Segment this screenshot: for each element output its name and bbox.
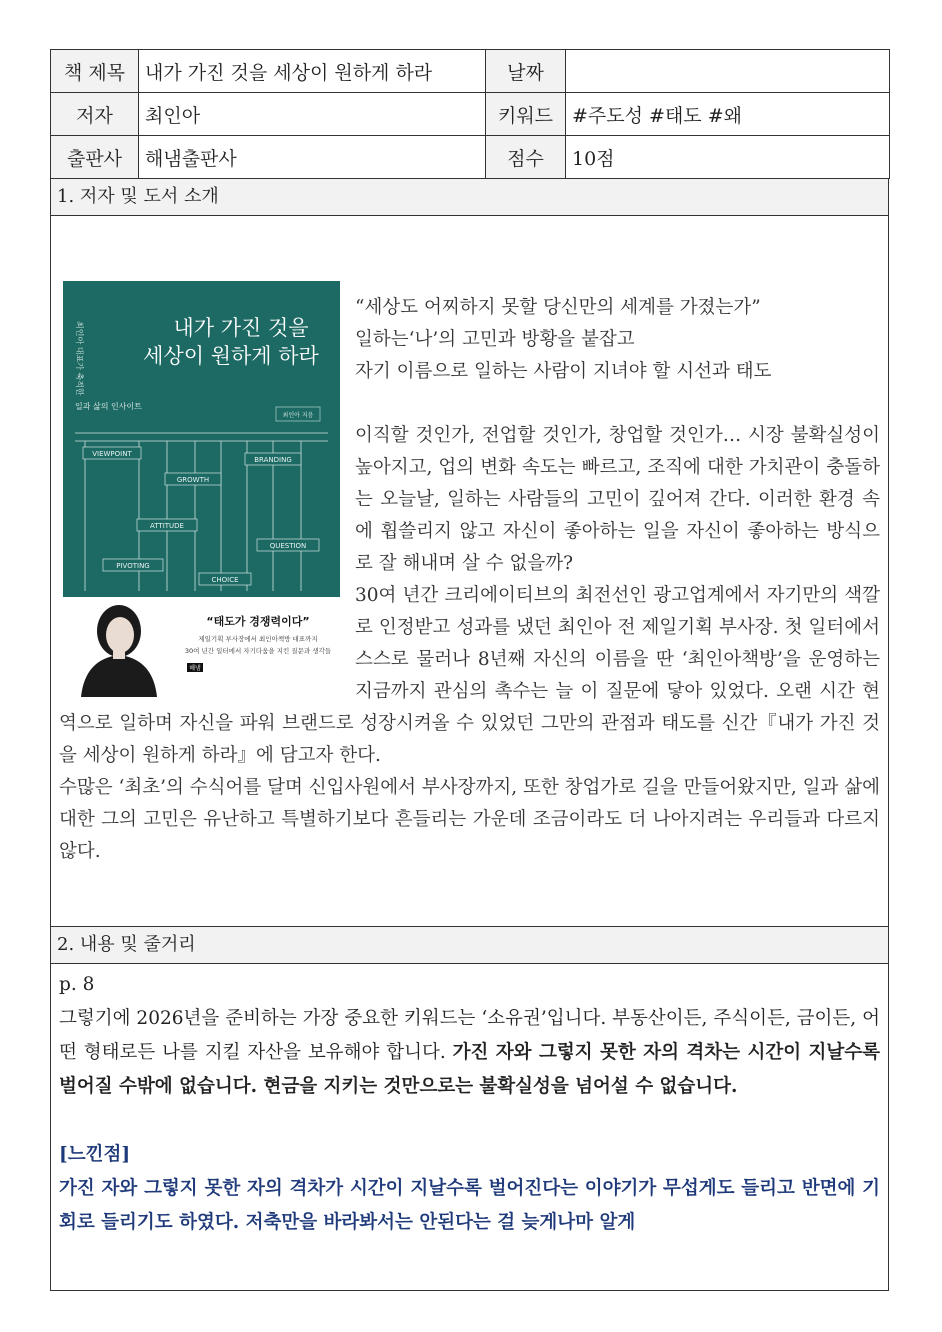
cover-word-6: PIVOTING: [116, 562, 150, 570]
feeling-text: 가진 자와 그렇지 못한 자의 격차가 시간이 지날수록 벌어진다는 이야기가 무섭게도 들리고 반면에 기회로 들리기도 하였다. 저축만을 바라봐서는 안된다는 걸 늦게나마 알게: [59, 1178, 880, 1233]
publisher-value: 해냄출판사: [139, 136, 486, 179]
cover-vertical-text: 최인아 대표가 축적한: [75, 321, 84, 396]
feeling-label: [느낀점]: [59, 1144, 131, 1165]
book-report-sheet: [50, 49, 889, 1291]
intro-paragraph-3: 수많은 ‘최초’의 수식어를 달며 신입사원에서 부사장까지, 또한 창업가로 길을 만들어왔지만, 일과 삶에 대한 그의 고민은 유난하고 특별하기보다 흔들리는 가운데 조금이라도 더 나아지려는 우리들과 다르지 않다.: [59, 777, 880, 862]
keyword-value: #주도성 #태도 #왜: [566, 93, 890, 136]
intro-paragraph-1: 이직할 것인가, 전업할 것인가, 창업할 것인가… 시장 불확실성이 높아지고, 업의 변화 속도는 빠르고, 조직에 대한 가치관이 충돌하는 오늘날, 일하는 사람들의 고민이 깊어져 간다. 이러한 환경 속에 휩쓸리지 않고 자신이 좋아하는 일을 자신이 좋아하는 방식으로 잘 해내며 살 수 없을까?: [355, 425, 880, 574]
cover-word-3: GROWTH: [176, 476, 210, 484]
intro-paragraph-2: 30여 년간 크리에이티브의 최전선인 광고업계에서 자기만의 색깔로 인정받고 성과를 냈던 최인아 전 제일기획 부사장. 첫 일터에서 스스로 물러나 8년째 자신의 이름을 딴 ‘최인아책방’을 운영하는 지금까지 관심의 촉수는 늘 이 질문에 닿아 있었다. 오랜 시간 현역으로 일하며 자신을 파워 브랜드로 성장시켜올 수 있었던 그만의 관점과 태도를 신간『내가 가진 것을 세상이 원하게 하라』에 담고자 한다.: [59, 585, 880, 766]
info-row-title: [51, 50, 890, 93]
cover-word-1: VIEWPOINT: [92, 450, 132, 458]
title-label: 책 제목: [51, 50, 139, 93]
author-label: 저자: [51, 93, 139, 136]
strip-quote: “태도가 경쟁력이다”: [206, 615, 310, 628]
cover-word-5: QUESTION: [269, 542, 307, 550]
quote-bold: 가진 자와 그렇지 못한 자의 격차는 시간이 지날수록 벌어질 수밖에 없습니다. 현금을 지키는 것만으로는 불확실성을 넘어설 수 없습니다.: [59, 1042, 880, 1097]
score-label: 점수: [486, 136, 566, 179]
section2-body: [50, 964, 889, 1291]
strip-line-1: 제일기획 부사장에서 최인아책방 대표까지: [198, 635, 318, 643]
date-value: [566, 50, 890, 93]
content-summary: [51, 964, 888, 1240]
author-value: 최인아: [139, 93, 486, 136]
quote-plain: 그렇기에 2026년을 준비하는 가장 중요한 키워드는 ‘소유권’입니다. 부동산이든, 주식이든, 금이든, 어떤 형태로든 나를 지킬 자산을 보유해야 합니다.: [59, 1008, 880, 1063]
section1-body: [50, 216, 889, 926]
cover-word-7: CHOICE: [211, 576, 239, 584]
book-quote: [59, 1002, 880, 1104]
spacer-line: [59, 1104, 880, 1138]
cover-title-line1: 내가 가진 것을: [173, 316, 309, 340]
cover-author-tag: 최인아 지음: [282, 412, 314, 419]
section2-heading: 2. 내용 및 줄거리: [50, 926, 889, 964]
intro-line-1: “세상도 어찌하지 못할 당신만의 세계를 가졌는가”: [355, 297, 761, 318]
cover-float-spacer: [59, 282, 355, 705]
cover-subtitle: 일과 삶의 인사이트: [75, 402, 142, 411]
score-value: 10점: [566, 136, 890, 179]
cover-word-4: ATTITUDE: [150, 522, 184, 530]
section1-heading: 1. 저자 및 도서 소개: [50, 179, 889, 216]
intro-line-2: 일하는‘나’의 고민과 방황을 붙잡고: [355, 329, 635, 350]
publisher-logo: 해냄: [189, 665, 201, 672]
book-introduction: [59, 292, 880, 868]
cover-title-line2: 세상이 원하게 하라: [143, 344, 319, 368]
keyword-label: 키워드: [486, 93, 566, 136]
book-info-table: [50, 49, 890, 179]
intro-line-3: 자기 이름으로 일하는 사람이 지녀야 할 시선과 태도: [355, 361, 772, 382]
page-reference: p. 8: [59, 974, 95, 995]
strip-line-2: 30여 년간 일터에서 자기다움을 지킨 질문과 생각들: [184, 647, 332, 655]
title-value: 내가 가진 것을 세상이 원하게 하라: [139, 50, 486, 93]
date-label: 날짜: [486, 50, 566, 93]
cover-word-2: BRANDING: [254, 456, 292, 464]
info-row-author: [51, 93, 890, 136]
publisher-label: 출판사: [51, 136, 139, 179]
info-row-publisher: [51, 136, 890, 179]
